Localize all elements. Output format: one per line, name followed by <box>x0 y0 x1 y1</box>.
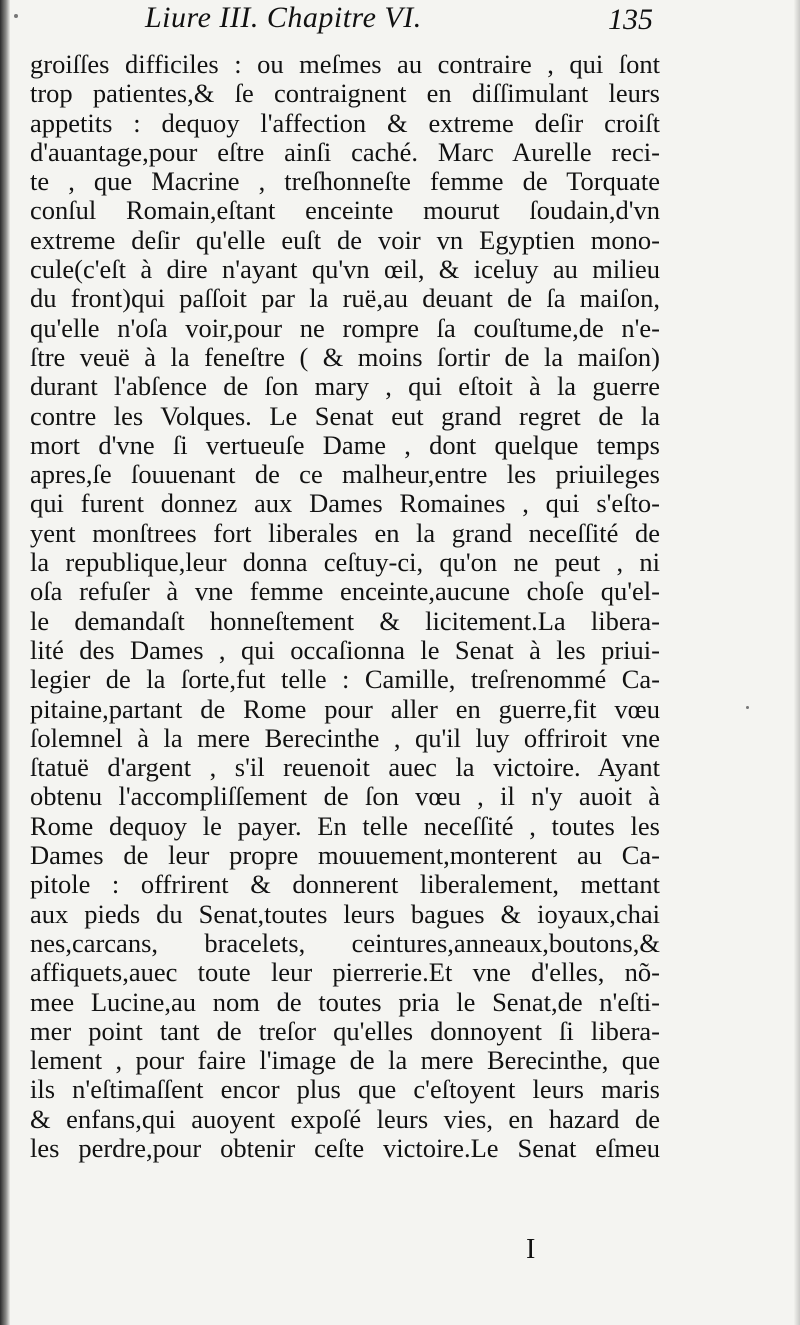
text-line: pitaine,partant de Rome pour aller en guerre,fit vœu <box>30 693 660 724</box>
text-line: aux pieds du Senat,toutes leurs bagues & ioyaux,chai <box>30 898 660 929</box>
text-line: la republique,leur donna ceſtuy-ci, qu'on ne peut , ni <box>30 547 660 578</box>
text-line: oſa refuſer à vne femme enceinte,aucune choſe qu'el- <box>30 576 660 607</box>
text-line: yent monſtrees fort liberales en la grand neceſſité de <box>30 517 660 548</box>
text-line: lement , pour faire l'image de la mere Berecinthe, que <box>30 1045 660 1076</box>
text-line: lité des Dames , qui occaſionna le Senat à les priui- <box>30 634 660 665</box>
text-line: groiſſes difficiles : ou meſmes au contraire , qui ſont <box>30 49 660 79</box>
text-line: mort d'vne ſi vertueuſe Dame , dont quelque temps <box>30 429 660 460</box>
text-line: ils n'eſtimaſſent encor plus que c'eſtoyent leurs maris <box>30 1074 660 1105</box>
text-line: apres,ſe ſouuenant de ce malheur,entre les priuileges <box>30 459 660 490</box>
text-line: du front)qui paſſoit par la ruë,au deuant de ſa maiſon, <box>30 283 660 314</box>
text-line: appetits : dequoy l'affection & extreme deſir croiſt <box>30 107 660 138</box>
text-line: legier de la ſorte,fut telle : Camille, treſrenommé Ca- <box>30 664 660 695</box>
text-line: conſul Romain,eſtant enceinte mourut ſoudain,d'vn <box>30 195 660 226</box>
text-line: qui furent donnez aux Dames Romaines , qui s'eſto- <box>30 488 660 519</box>
text-line: & enfans,qui auoyent expoſé leurs vies, en hazard de <box>30 1103 660 1134</box>
text-line: affiquets,auec toute leur pierrerie.Et vne d'elles, nõ- <box>30 957 660 988</box>
text-line: qu'elle n'oſa voir,pour ne rompre ſa couſtume,de n'e- <box>30 312 660 343</box>
page-header <box>0 0 800 42</box>
text-line: trop patientes,& ſe contraignent en diſſimulant leurs <box>30 78 660 109</box>
text-line: contre les Volques. Le Senat eut grand regret de la <box>30 400 660 431</box>
text-line: les perdre,pour obtenir ceſte victoire.Le Senat eſmeu <box>30 1132 660 1163</box>
text-line: Rome dequoy le payer. En telle neceſſité , toutes les <box>30 810 660 841</box>
text-line: extreme deſir qu'elle euſt de voir vn Egyptien mono- <box>30 224 660 255</box>
text-line: le demandaſt honneſtement & licitement.La libera- <box>30 605 660 636</box>
running-head: Liure III. Chapitre VI. <box>145 1 422 34</box>
text-line: ſolemnel à la mere Berecinthe , qu'il luy offriroit vne <box>30 722 660 753</box>
text-line: ſtatuë d'argent , s'il reuenoit auec la victoire. Ayant <box>30 752 660 783</box>
text-line: te , que Macrine , treſhonneſte femme de Torquate <box>30 166 660 197</box>
page-right-edge <box>794 0 800 1325</box>
text-line: obtenu l'accompliſſement de ſon vœu , il n'y auoit à <box>30 781 660 812</box>
text-line: mer point tant de treſor qu'elles donnoyent ſi libera- <box>30 1015 660 1046</box>
text-line: ſtre veuë à la feneſtre ( & moins ſortir de la maiſon) <box>30 341 660 372</box>
text-line: mee Lucine,au nom de toutes pria le Senat,de n'eſti- <box>30 986 660 1017</box>
text-line: nes,carcans, bracelets, ceintures,anneaux,boutons,& <box>30 927 660 958</box>
text-line: pitole : offrirent & donnerent liberalement, mettant <box>30 869 660 900</box>
ink-speck <box>746 706 749 709</box>
page-number: 135 <box>608 3 653 36</box>
body-text <box>30 50 660 1163</box>
signature-mark: I <box>526 1234 536 1265</box>
text-line: Dames de leur propre mouuement,monterent au Ca- <box>30 840 660 871</box>
text-line: durant l'abſence de ſon mary , qui eſtoit à la guerre <box>30 371 660 402</box>
text-line: d'auantage,pour eſtre ainſi caché. Marc Aurelle reci- <box>30 136 660 167</box>
text-line: cule(c'eſt à dire n'ayant qu'vn œil, & iceluy au milieu <box>30 254 660 285</box>
page-binding-shadow <box>0 0 10 1325</box>
